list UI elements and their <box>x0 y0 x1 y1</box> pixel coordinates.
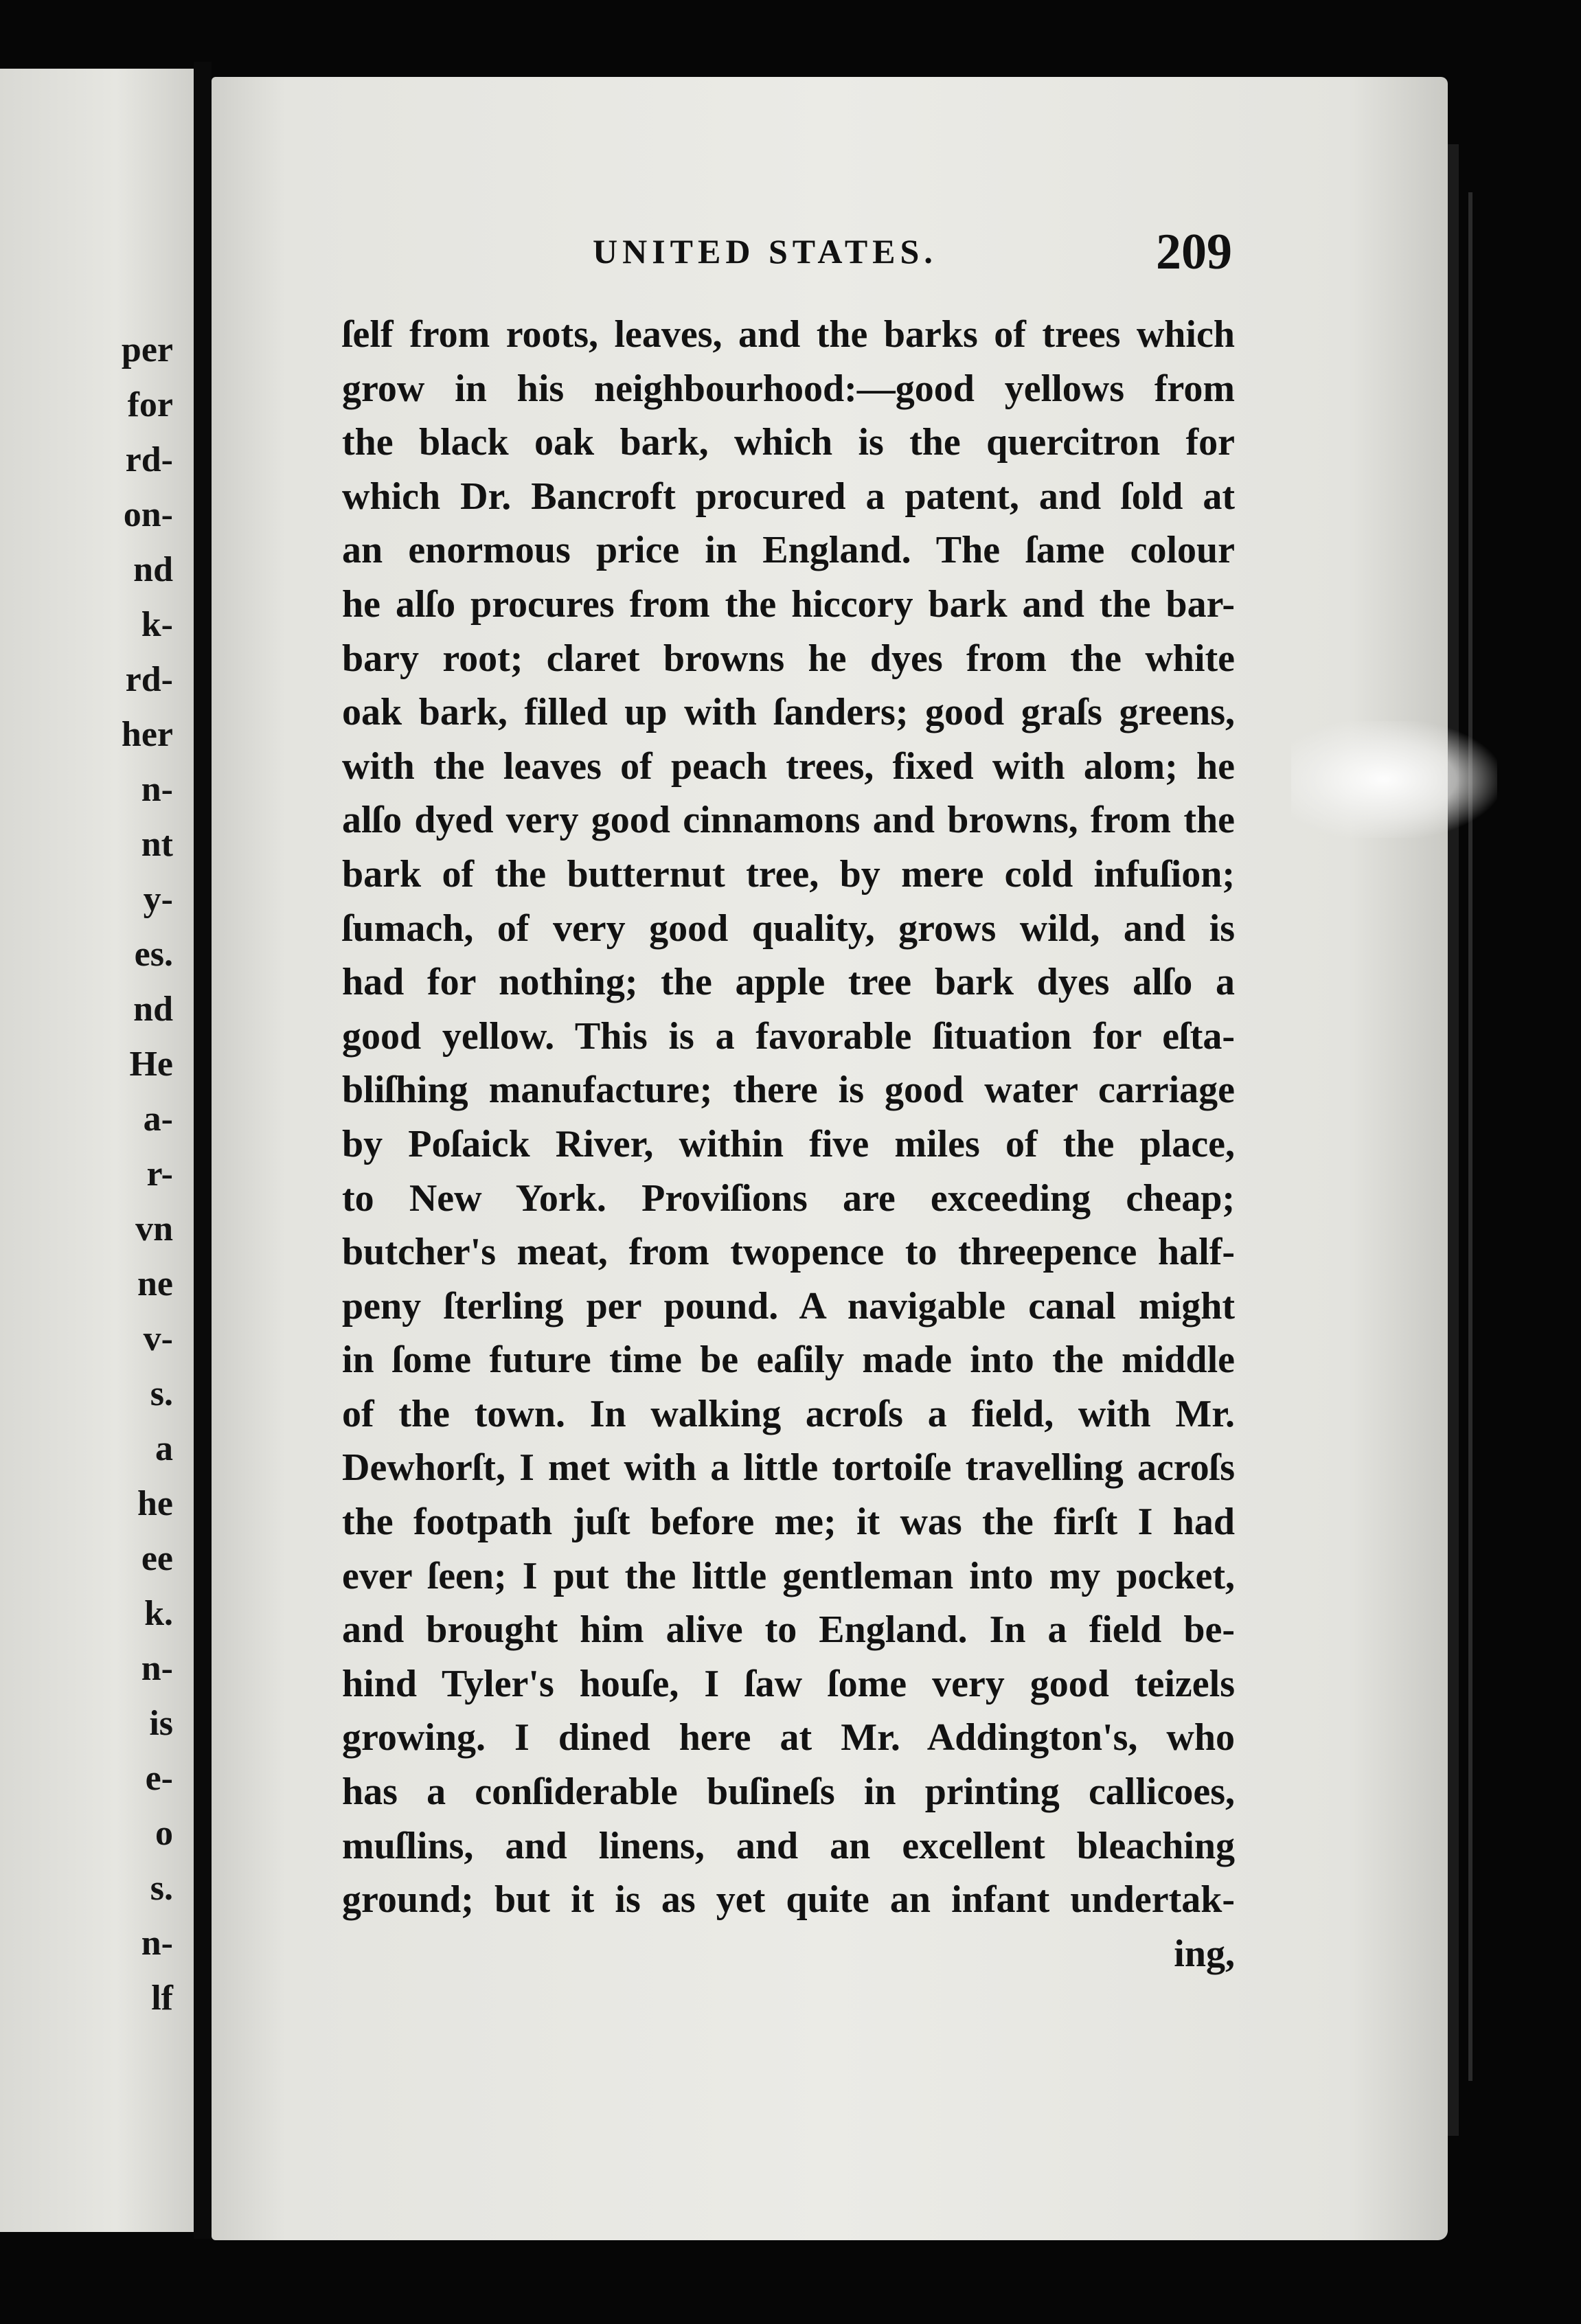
text-line: grow in his neighbourhood:—good yellows from <box>342 367 1235 410</box>
facing-page-fragment-line: n- <box>141 1924 173 1963</box>
page-header <box>212 224 1448 293</box>
text-line: ſumach, of very good quality, grows wild, and is <box>342 907 1235 950</box>
facing-page-fragment-line: He <box>129 1045 173 1084</box>
facing-page-fragment-line: per <box>121 330 173 369</box>
text-line: by Poſaick River, within five miles of the place, <box>342 1122 1235 1165</box>
facing-page-fragment-line: rd- <box>125 440 173 479</box>
text-line: with the leaves of peach trees, fixed with alom; he <box>342 744 1235 788</box>
facing-page-fragment-line: for <box>127 385 173 424</box>
facing-page-fragment-line: o <box>155 1814 173 1853</box>
text-line: which Dr. Bancroft procured a patent, and ſold at <box>342 475 1235 518</box>
text-line: had for nothing; the apple tree bark dyes alſo a <box>342 961 1235 1004</box>
book-gutter <box>194 62 212 2239</box>
facing-page-fragment-line: ee <box>141 1539 173 1578</box>
facing-page-fragment-line: rd- <box>125 660 173 699</box>
page-edge-shadow <box>1448 144 1459 2136</box>
facing-page-fragment-line: nd <box>133 550 173 589</box>
facing-page-fragment-line: lf <box>151 1979 173 2018</box>
text-line: ever ſeen; I put the little gentleman into my pocket, <box>342 1554 1235 1597</box>
facing-page-fragment-line: es. <box>134 935 173 974</box>
text-line: oak bark, filled up with ſanders; good graſs greens, <box>342 691 1235 734</box>
text-line: the footpath juſt before me; it was the firſt I had <box>342 1501 1235 1544</box>
facing-page-fragment-line: on- <box>123 495 173 534</box>
text-line: good yellow. This is a favorable ſituation for eſta- <box>342 1014 1235 1058</box>
facing-page-fragment <box>0 69 194 2232</box>
text-line: an enormous price in England. The ſame colour <box>342 529 1235 572</box>
text-line: of the town. In walking acroſs a field, with Mr. <box>342 1392 1235 1435</box>
facing-page-fragment-line: her <box>121 715 173 754</box>
facing-page-fragment-line: k. <box>144 1594 173 1633</box>
facing-page-line-endings <box>0 323 194 2026</box>
text-line: growing. I dined here at Mr. Addington's, who <box>342 1716 1235 1759</box>
facing-page-fragment-line: nt <box>141 825 173 864</box>
text-line: alſo dyed very good cinnamons and browns, from the <box>342 799 1235 842</box>
text-line: butcher's meat, from twopence to threepence half- <box>342 1231 1235 1274</box>
facing-page-fragment-line: nd <box>133 990 173 1029</box>
facing-page-fragment-line: is <box>149 1704 173 1743</box>
facing-page-fragment-line: s. <box>150 1869 173 1908</box>
facing-page-fragment-line: he <box>137 1484 173 1523</box>
facing-page-fragment-line: n- <box>141 770 173 809</box>
body-text <box>342 308 1235 1981</box>
text-line: bark of the butternut tree, by mere cold infuſion; <box>342 852 1235 896</box>
facing-page-fragment-line: a- <box>143 1100 173 1139</box>
text-line: peny ſterling per pound. A navigable canal might <box>342 1284 1235 1328</box>
text-line: he alſo procures from the hiccory bark and the bar- <box>342 582 1235 626</box>
facing-page-fragment-line: r- <box>146 1154 173 1194</box>
book-page <box>212 77 1448 2240</box>
book-edge-line <box>1468 192 1472 2081</box>
facing-page-fragment-line: e- <box>145 1759 173 1798</box>
text-line: to New York. Proviſions are exceeding cheap; <box>342 1176 1235 1220</box>
text-line: ground; but it is as yet quite an infant undertak- <box>342 1878 1235 1922</box>
facing-page-fragment-line: v- <box>143 1319 173 1358</box>
text-line: hind Tyler's houſe, I ſaw ſome very good teizels <box>342 1662 1235 1705</box>
facing-page-fragment-line: n- <box>141 1649 173 1688</box>
page-number: 209 <box>1156 224 1232 280</box>
text-line: ſelf from roots, leaves, and the barks of trees which <box>342 313 1235 356</box>
facing-page-fragment-line: y- <box>143 880 173 919</box>
facing-page-fragment-line: ne <box>137 1264 173 1303</box>
text-line: in ſome future time be eaſily made into the middle <box>342 1338 1235 1382</box>
text-line: the black oak bark, which is the quercitron for <box>342 421 1235 464</box>
facing-page-fragment-line: s. <box>150 1374 173 1413</box>
running-head: UNITED STATES. <box>593 232 937 271</box>
text-line: has a conſiderable buſineſs in printing callicoes, <box>342 1770 1235 1814</box>
facing-page-fragment-line: k- <box>141 605 173 644</box>
text-line: bary root; claret browns he dyes from the white <box>342 637 1235 680</box>
catchword: ing, <box>1174 1932 1235 1975</box>
text-line: muſlins, and linens, and an excellent bleaching <box>342 1824 1235 1867</box>
facing-page-fragment-line: vn <box>135 1209 173 1249</box>
text-line: Dewhorſt, I met with a little tortoiſe travelling acroſs <box>342 1446 1235 1490</box>
text-line: and brought him alive to England. In a field be- <box>342 1608 1235 1652</box>
facing-page-fragment-line: a <box>155 1429 173 1468</box>
text-line: bliſhing manufacture; there is good water carriage <box>342 1069 1235 1112</box>
